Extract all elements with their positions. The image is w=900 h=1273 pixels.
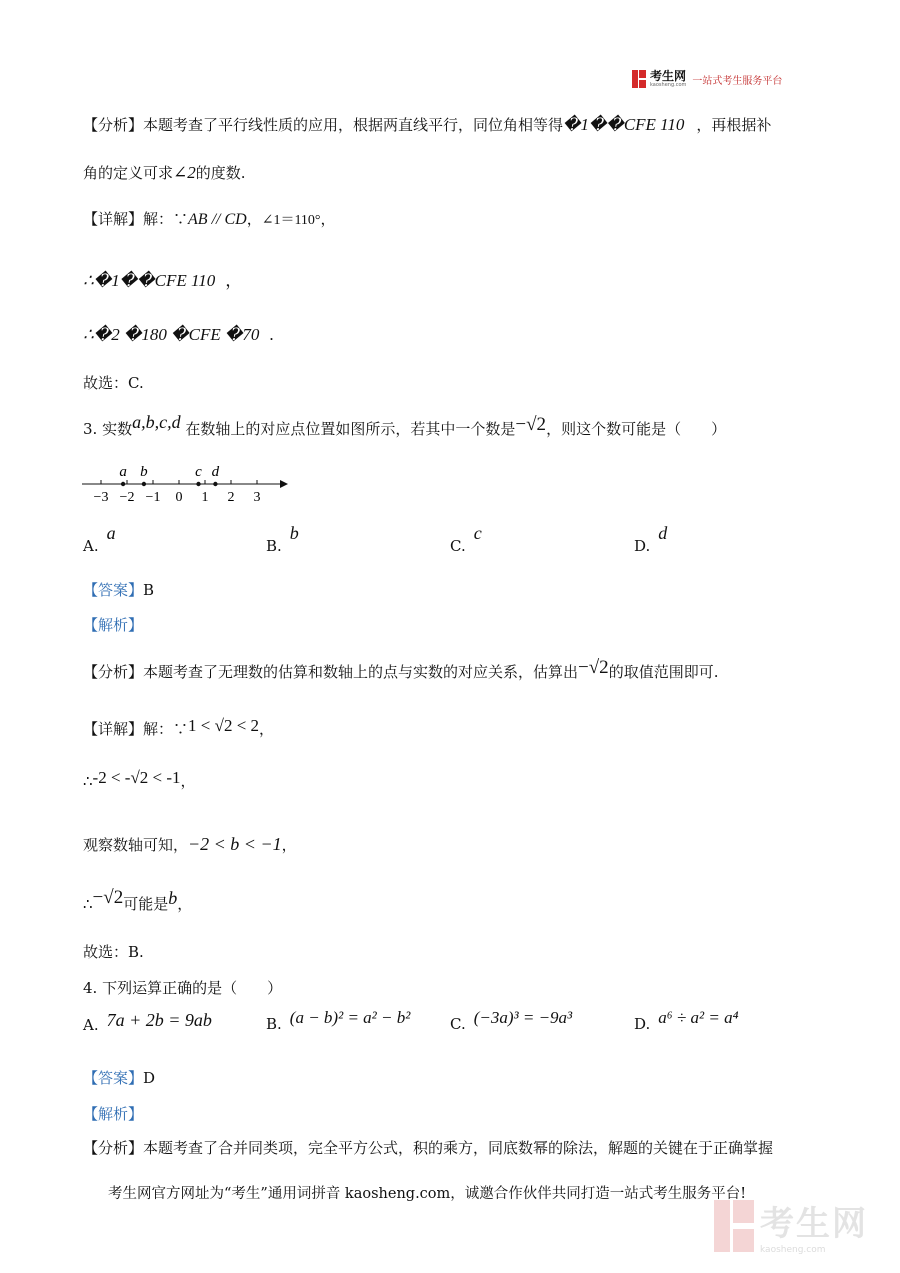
option-label: A.	[83, 537, 99, 555]
q4-option-c[interactable]	[450, 1008, 573, 1034]
q3-option-c[interactable]	[450, 523, 482, 556]
axis-point-label: b	[140, 464, 148, 480]
detail-text: ，	[320, 210, 336, 228]
q4-option-a[interactable]	[83, 1010, 212, 1035]
axis-point	[142, 482, 146, 486]
detail-text: 解：∵	[143, 720, 189, 738]
footer-text: 考生网官方网址为“考生”通用词拼音 kaosheng.com，诚邀合作伙伴共同打造一站式考生服务平台!	[108, 1186, 747, 1202]
q3-analysis	[83, 657, 719, 683]
logo-domain: kaosheng.com	[650, 82, 687, 88]
q3-observe	[83, 834, 297, 855]
watermark	[714, 1196, 868, 1255]
q4-analysis	[83, 1137, 773, 1158]
analysis-text: 本题考查了无理数的估算和数轴上的点与实数的对应关系，估算出	[143, 663, 579, 681]
analysis-text: 本题考查了平行线性质的应用，根据两直线平行，同位角相等得	[143, 116, 564, 134]
therefore: ∴	[83, 895, 93, 913]
axis-tick-label: −1	[145, 490, 161, 505]
formula: 1 < √2 < 2	[188, 716, 260, 735]
formula: b	[168, 888, 178, 908]
axis-point-label: a	[119, 464, 127, 480]
stem-text: 实数	[102, 420, 133, 438]
option-value: a	[106, 523, 116, 543]
option-value: (−3a)³ = −9a³	[473, 1008, 573, 1027]
watermark-url: kaosheng.com	[760, 1245, 826, 1255]
option-label: C.	[450, 537, 466, 555]
q4-option-d[interactable]	[634, 1008, 739, 1034]
formula: AB // CD	[188, 211, 247, 228]
logo-slogan: 一站式考生服务平台	[692, 75, 783, 87]
analysis-text: 本题考查了合并同类项，完全平方公式，积的乘方，同底数幂的除法，解题的关键在于正确掌握	[143, 1139, 774, 1157]
axis-point-label: c	[195, 464, 202, 480]
axis-tick-label: 2	[227, 490, 235, 505]
option-label: B.	[266, 537, 282, 555]
formula: −√2	[515, 414, 547, 435]
therefore: ∴	[83, 772, 93, 790]
analysis-text: ，再根据补	[696, 116, 772, 134]
option-value: b	[289, 523, 299, 543]
formula: ∠1＝110°	[261, 213, 321, 228]
analysis-tag: 【分析】	[83, 663, 144, 681]
answer-tag: 【答案】	[83, 581, 144, 599]
option-value: 7a + 2b = 9ab	[106, 1010, 212, 1030]
header-logo	[632, 70, 782, 88]
formula: −√2	[92, 887, 124, 908]
analysis-text: 角的定义可求	[83, 164, 174, 182]
analysis-text: 的取值范围即可.	[608, 663, 719, 681]
formula: ∠2	[173, 163, 196, 182]
option-label: D.	[634, 537, 651, 555]
q3-option-d[interactable]	[634, 523, 668, 556]
q2-analysis-line1	[83, 114, 771, 135]
q4-jiexi-tag: 【解析】	[83, 1105, 144, 1123]
option-label: C.	[450, 1015, 466, 1033]
axis-point	[196, 482, 200, 486]
q2-analysis-line2	[83, 162, 246, 183]
axis-tick-label: 3	[253, 490, 261, 505]
formula: -2 < -√2 < -1	[92, 768, 181, 787]
punct: ，	[225, 271, 243, 290]
q3-conclusion	[83, 887, 193, 915]
formula: �1��CFE 110	[563, 115, 685, 134]
q3-option-b[interactable]	[266, 523, 299, 556]
punct: .	[269, 325, 274, 344]
answer-value: B	[143, 581, 155, 599]
option-value: d	[658, 523, 668, 543]
obs-text: ，	[281, 836, 297, 854]
q3-step1	[83, 770, 196, 791]
question-number: 3.	[83, 420, 98, 438]
detail-tag: 【详解】	[83, 210, 144, 228]
axis-tick-label: 0	[175, 490, 183, 505]
q3-answer	[83, 579, 154, 600]
logo-brand: 考生网	[650, 69, 687, 83]
axis-tick-label: −3	[93, 490, 109, 505]
detail-text: ，	[246, 210, 262, 228]
analysis-tag: 【分析】	[83, 116, 144, 134]
concl-text: 可能是	[123, 895, 169, 913]
formula: −2 < b < −1	[188, 834, 282, 854]
answer-value: D	[143, 1069, 156, 1087]
option-value: a⁶ ÷ a² = a⁴	[658, 1008, 739, 1027]
stem-text: 在数轴上的对应点位置如图所示，若其中一个数是	[185, 420, 516, 438]
analysis-text: 的度数.	[195, 164, 246, 182]
q2-step2	[83, 325, 274, 345]
stem-text: ，则这个数可能是（ ）	[546, 420, 727, 438]
question-number: 4.	[83, 979, 98, 997]
kaosheng-logo-icon	[632, 70, 646, 88]
number-line	[80, 460, 290, 510]
axis-tick-label: 1	[201, 490, 209, 505]
q3-option-a[interactable]	[83, 523, 116, 556]
q3-jiexi-tag: 【解析】	[83, 616, 144, 634]
detail-text: ，	[259, 720, 275, 738]
watermark-logo-icon	[714, 1200, 754, 1252]
q4-stem	[83, 977, 282, 998]
q2-detail	[83, 208, 336, 229]
option-value: c	[473, 523, 482, 543]
analysis-tag: 【分析】	[83, 1139, 144, 1157]
detail-tag: 【详解】	[83, 720, 144, 738]
concl-text: ，	[177, 895, 193, 913]
axis-tick-label: −2	[119, 490, 135, 505]
q4-answer	[83, 1067, 155, 1088]
axis-point	[121, 482, 125, 486]
option-value: (a − b)² = a² − b²	[289, 1008, 411, 1027]
q3-stem	[83, 412, 727, 440]
axis-point	[213, 482, 217, 486]
obs-text: 观察数轴可知，	[83, 836, 189, 854]
watermark-text: 考生网	[760, 1204, 868, 1244]
detail-text: 解：∵	[143, 210, 189, 228]
option-label: B.	[266, 1015, 282, 1033]
punct: ，	[180, 772, 196, 790]
option-label: A.	[83, 1016, 99, 1034]
axis-point-label: d	[211, 464, 220, 480]
q4-option-b[interactable]	[266, 1008, 411, 1034]
q2-step1	[83, 266, 242, 291]
answer-tag: 【答案】	[83, 1069, 144, 1087]
stem-text: 下列运算正确的是（ ）	[102, 979, 283, 997]
q3-choice: 故选：B.	[83, 943, 144, 961]
formula: ∴�1��CFE 110	[83, 271, 216, 290]
q3-detail	[83, 718, 274, 739]
formula: a,b,c,d	[132, 412, 181, 432]
option-label: D.	[634, 1015, 651, 1033]
formula: −√2	[578, 657, 609, 678]
formula: ∴�2 �180 �CFE �70	[83, 325, 260, 344]
q2-choice: 故选：C.	[83, 374, 144, 392]
